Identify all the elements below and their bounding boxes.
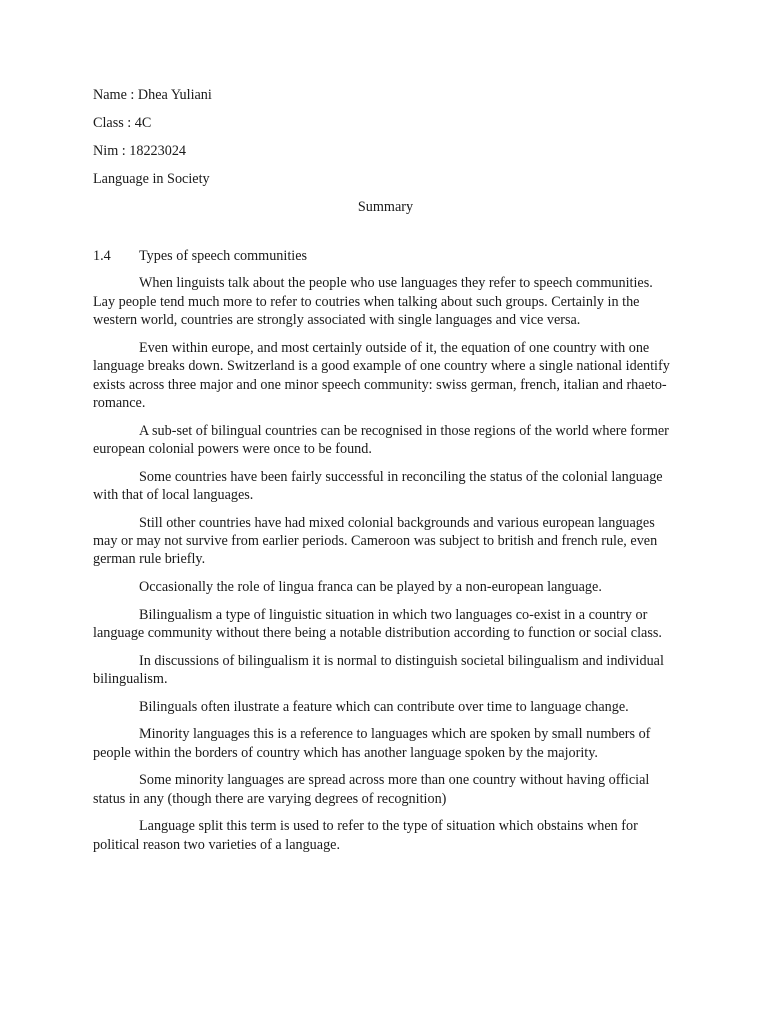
section-title: Types of speech communities: [139, 248, 308, 265]
paragraph: A sub-set of bilingual countries can be recognised in those regions of the world where former european colonial powers were once to be found.: [93, 422, 669, 458]
section-heading: [93, 247, 678, 265]
paragraph: Bilingualism a type of linguistic situation in which two languages co-exist in a country or language community without there being a notable distribution according to function or social class.: [93, 606, 662, 642]
paragraph: Language split this term is used to refer to the type of situation which obstains when for political reason two varieties of a language.: [93, 818, 638, 853]
student-nim: Nim : 18223024: [93, 142, 187, 159]
section-number: 1.4: [93, 248, 111, 265]
document-body: [93, 86, 678, 863]
student-class: Class : 4C: [93, 114, 152, 131]
student-name: Name : Dhea Yuliani: [93, 87, 212, 103]
paragraph: Occasionally the role of lingua franca can be played by a non-european language.: [139, 579, 602, 596]
page-title: Summary: [357, 198, 414, 215]
paragraph: Minority languages this is a reference to languages which are spoken by small numbers of people within the borders of country which has another language spoken by the majority.: [93, 726, 651, 761]
paragraph: Even within europe, and most certainly outside of it, the equation of one country with one language breaks down. Switzerland is a good example of one country where a single national identify exists across three major and one minor speech community: swiss german, french, italian and rhaeto-romance.: [93, 339, 670, 412]
paragraph: When linguists talk about the people who use languages they refer to speech communities. Lay people tend much more to refer to coutries when talking about such groups. Certainly in the western world, countries are strongly associated with single languages and vice versa.: [93, 275, 653, 329]
paragraph: Bilinguals often ilustrate a feature which can contribute over time to language change.: [139, 698, 629, 715]
course-title: Language in Society: [93, 170, 210, 187]
paragraph: In discussions of bilingualism it is normal to distinguish societal bilingualism and individual bilingualism.: [93, 652, 664, 688]
paragraph: Some countries have been fairly successful in reconciling the status of the colonial language with that of local languages.: [93, 468, 663, 504]
paragraph: Still other countries have had mixed colonial backgrounds and various european languages may or may not survive from earlier periods. Cameroon was subject to british and french rule, even german rule briefly.: [93, 514, 658, 568]
paragraph: Some minority languages are spread across more than one country without having official status in any (though there are varying degrees of recognition): [93, 772, 650, 807]
